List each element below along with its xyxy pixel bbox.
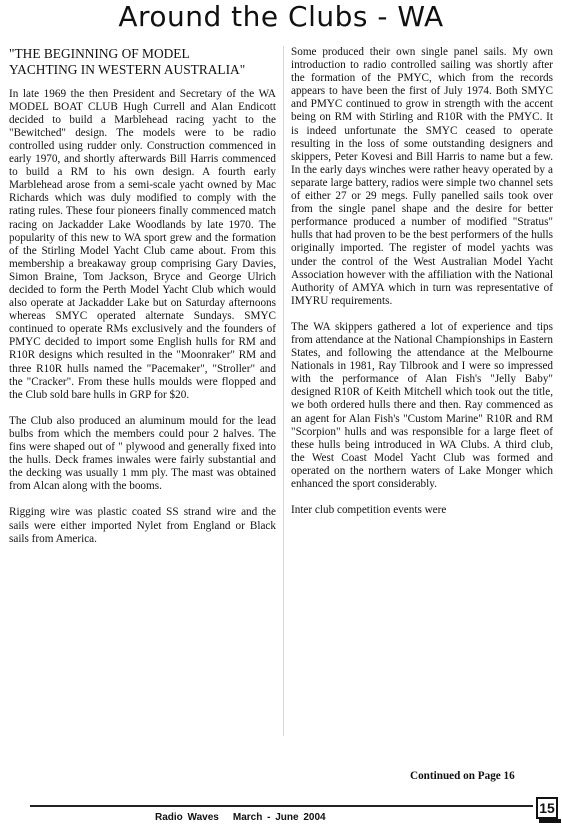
issue-date: March - June 2004 xyxy=(232,812,326,823)
publication-name: Radio Waves xyxy=(155,812,219,823)
page-number-shadow xyxy=(539,819,561,823)
article-right-column xyxy=(291,46,553,530)
footer xyxy=(155,812,475,824)
footer-rule xyxy=(30,805,533,807)
article-paragraph: Inter club competition events were xyxy=(291,504,447,517)
column-divider xyxy=(283,46,284,736)
article-title: "THE BEGINNING OF MODEL YACHTING IN WESTERN AUSTRALIA" xyxy=(9,46,246,77)
article-paragraph: Some produced their own single panel sails. My own introduction to radio controlled sailing was shortly after the formation of the PMYC, which from the records appears to have been the first of July 1974. Both SMYC and PMYC continued to grow in strength with the accent being on RM with Stirling and R10R with the PMYC. It is indeed unfortunate the SMYC ceased to operate resulting in the loss of some outstanding designers and skippers, Peter Kovesi and Bill Harris to name but a few. In the early days winches were rather heavy operated by a separate large battery, radios were simple two channel sets of either 27 or 29 megs. Fully panelled sails took over from the single panel shape and the desire for better performance produced a number of modified "Stratus" hulls that had proven to be the best performers of the hulls originally imported. The register of model yachts was under the control of the West Australian Model Yacht Association however with the affiliation with the National Authority of AMYA which in turn was representative of IMYRU requirements. xyxy=(291,46,553,307)
article-left-column xyxy=(9,46,276,559)
page-number: 15 xyxy=(536,797,558,819)
article-paragraph: In late 1969 the then President and Secretary of the WA MODEL BOAT CLUB Hugh Currell and Alan Endicott decided to build a Marblehead racing yacht to the "Bewitched" design. The models were to be radio controlled using rudder only. Construction commenced in early 1970, and shortly afterwards Bill Harris commenced to build a RM to his own design. A fourth early Marblehead arose from a semi-scale yacht owned by Mac Richards which was duly modified to comply with the rating rules. These four pioneers finally commenced match racing on Jackadder Lake Woodlands by late 1970. The popularity of this new to WA sport grew and the formation of the Stirling Model Yacht Club came about. From this membership a breakaway group comprising Gary Davies, Simon Braine, Tom Jackson, Bryce and George Ulrich decided to form the Perth Model Yacht Club which would also operate at Jackadder Lake but on Saturday afternoons whereas SMYC operated alternate Sundays. SMYC continued to operate RMs exclusively and the founders of PMYC decided to import some English hulls for RM and R10R designs which resulted in the "Moonraker" RM and three R10R hulls named the "Pacemaker", "Stroller" and the "Cracker". From these hulls moulds were flopped and the Club sold bare hulls in GRP for $20. xyxy=(9,87,276,401)
page-title: Around the Clubs - WA xyxy=(118,0,444,33)
article-paragraph: The Club also produced an aluminum mould for the lead bulbs from which the members could pour 2 halves. The fins were shaped out of " plywood and generally fixed into the hulls. Deck frames inwales were fairly substantial and the decking was usually 1 mm ply. The mast was obtained from Alcan along with the booms. xyxy=(9,414,276,493)
article-paragraph: Rigging wire was plastic coated SS strand wire and the sails were either imported Nylet from England or Black sails from America. xyxy=(9,506,276,545)
article-paragraph: The WA skippers gathered a lot of experience and tips from attendance at the National Championships in Eastern States, and following the attendance at the Melbourne Nationals in 1981, Ray Tilbrook and I were so impressed with the performance of Alan Fish's "Jelly Baby" designed R10R of Keith Mitchell which took out the title, we both ordered hulls there and then. Ray commenced as an agent for Alan Fish's "Custom Marine" R10R and RM "Scorpion" hulls and was responsible for a large fleet of these hulls being introduced in WA Clubs. A third club, the West Coast Model Yacht Club was formed and operated on the northern waters of Lake Monger which enhanced the sport considerably. xyxy=(291,320,553,490)
continued-note: Continued on Page 16 xyxy=(410,770,515,782)
